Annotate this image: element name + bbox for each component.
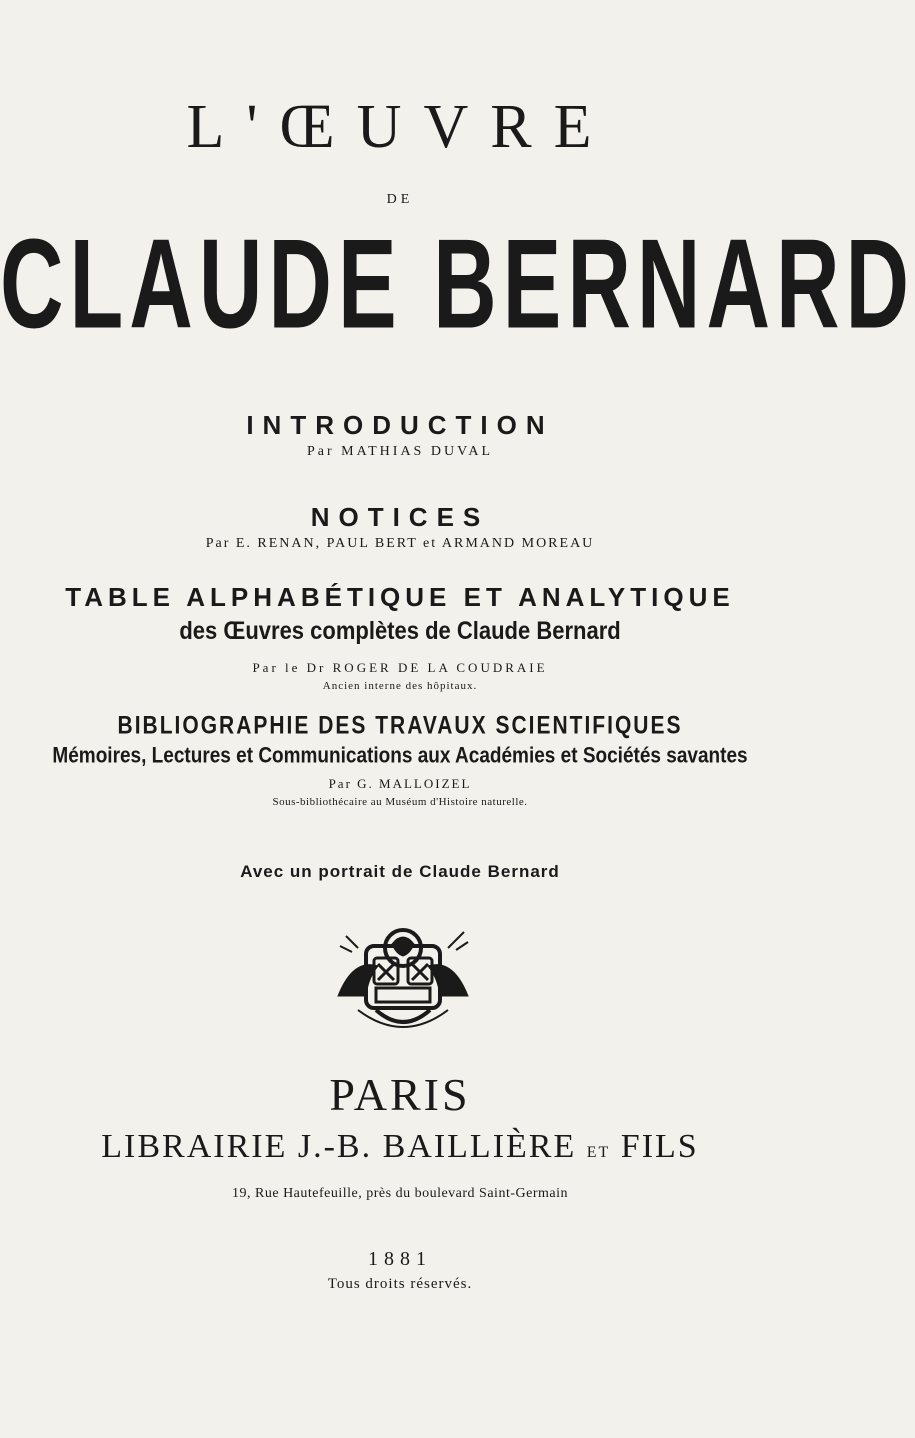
work-title: L'ŒUVRE: [186, 93, 614, 161]
introduction-author: Par MATHIAS DUVAL: [306, 444, 494, 459]
bibliography-heading: BIBLIOGRAPHIE DES TRAVAUX SCIENTIFIQUES: [117, 712, 683, 740]
imprint-rights: Tous droits réservés.: [327, 1276, 473, 1292]
imprint-year: 1881: [368, 1248, 432, 1270]
author-name: CLAUDE BERNARD: [0, 211, 915, 355]
publisher-emblem-icon: [318, 918, 488, 1038]
table-subtitle: des Œuvres complètes de Claude Bernard: [179, 616, 621, 645]
imprint-city: PARIS: [329, 1069, 471, 1120]
bibliography-author-note: Sous-bibliothécaire au Muséum d'Histoire naturelle.: [272, 796, 528, 808]
introduction-heading: INTRODUCTION: [246, 410, 554, 440]
notices-authors: Par E. RENAN, PAUL BERT et ARMAND MOREAU: [205, 536, 595, 551]
notices-heading: NOTICES: [310, 502, 490, 532]
publisher-name: LIBRAIRIE J.-B. BAILLIÈRE: [101, 1128, 577, 1165]
imprint-publisher: [0, 1128, 800, 1166]
bibliography-author: Par G. MALLOIZEL: [328, 776, 472, 791]
imprint-address: 19, Rue Hautefeuille, près du boulevard Saint-Germain: [232, 1186, 568, 1201]
publisher-name-end: FILS: [620, 1128, 699, 1165]
bibliography-subtitle: Mémoires, Lectures et Communications aux Académies et Sociétés savantes: [52, 744, 748, 769]
portrait-note: Avec un portrait de Claude Bernard: [240, 862, 560, 881]
publisher-conjunction: ET: [586, 1144, 611, 1161]
work-title-preposition: DE: [386, 192, 414, 207]
table-heading: TABLE ALPHABÉTIQUE ET ANALYTIQUE: [65, 582, 735, 612]
table-author: Par le Dr ROGER DE LA COUDRAIE: [252, 660, 548, 675]
table-author-note: Ancien interne des hôpitaux.: [322, 680, 478, 692]
